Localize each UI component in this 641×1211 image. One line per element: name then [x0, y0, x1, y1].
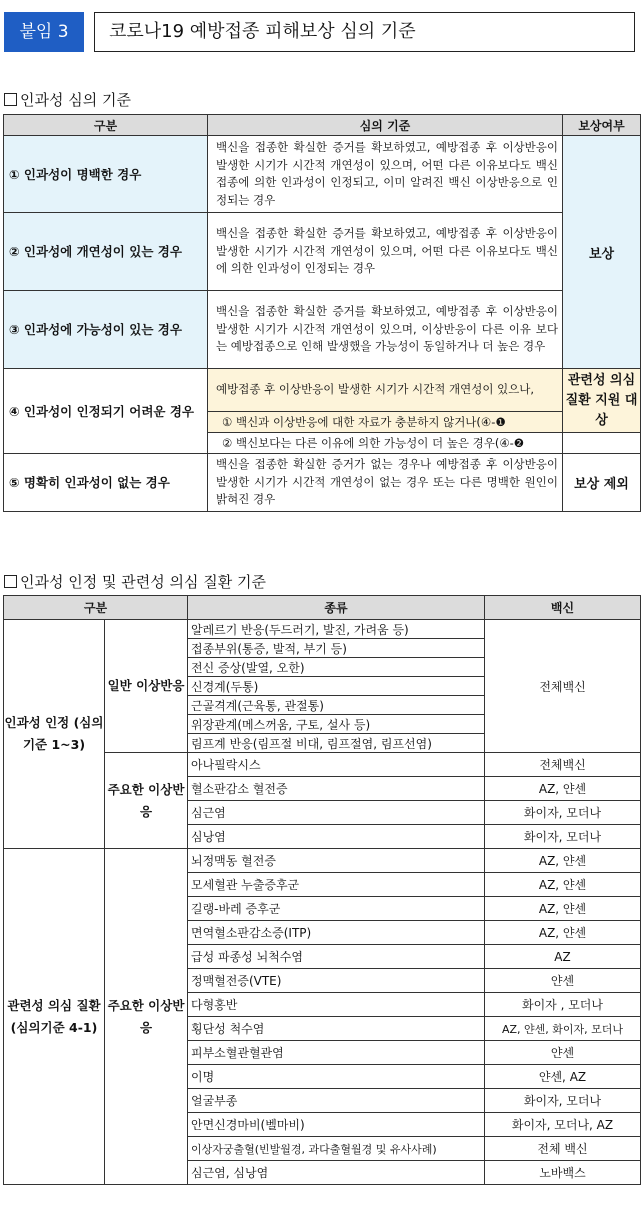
row-type: ① 인과성이 명백한 경우	[4, 136, 208, 213]
table-header-row	[4, 596, 641, 620]
table-row	[4, 369, 641, 412]
kind-cell: 근골격계(근육통, 관절통)	[188, 696, 485, 715]
row-criteria: 예방접종 후 이상반응이 발생한 시기가 시간적 개연성이 있으나,	[208, 369, 563, 412]
vaccine-cell: 전체 백신	[485, 1137, 641, 1161]
kind-cell: 알레르기 반응(두드러기, 발진, 가려움 등)	[188, 620, 485, 639]
vaccine-cell: AZ, 얀센	[485, 921, 641, 945]
row-criteria: 백신을 접종한 확실한 증거를 확보하였고, 예방접종 후 이상반응이 발생한 시기가 시간적 개연성이 있으며, 이상반응이 다른 이유 보다는 예방접종으로 인해 발생했을 가능성이 동일하거나 더 높은 경우	[208, 291, 563, 369]
table-row	[4, 136, 641, 213]
vaccine-cell: 얀센	[485, 969, 641, 993]
compensation-value: 보상	[563, 136, 641, 369]
table-row	[4, 454, 641, 512]
vaccine-cell: AZ	[485, 945, 641, 969]
causality-criteria-table	[3, 114, 641, 512]
header-compensation: 보상여부	[563, 115, 641, 136]
kind-cell: 전신 증상(발열, 오한)	[188, 658, 485, 677]
kind-cell: 위장관계(메스꺼움, 구토, 설사 등)	[188, 715, 485, 734]
kind-cell: 안면신경마비(벨마비)	[188, 1113, 485, 1137]
row-sub-criteria-1: ① 백신과 이상반응에 대한 자료가 충분하지 않거나(④-❶	[208, 412, 563, 433]
kind-cell: 심근염, 심낭염	[188, 1161, 485, 1185]
kind-cell: 뇌정맥동 혈전증	[188, 849, 485, 873]
section2-title-text: 인과성 인정 및 관련성 의심 질환 기준	[20, 573, 266, 591]
kind-cell: 길랭-바레 증후군	[188, 897, 485, 921]
section2-title	[4, 571, 266, 592]
checkbox-icon	[4, 93, 17, 106]
vaccine-cell: 화이자 , 모더나	[485, 993, 641, 1017]
vaccine-cell: AZ, 얀센	[485, 849, 641, 873]
vaccine-cell: 얀센	[485, 1041, 641, 1065]
header-kind: 종류	[188, 596, 485, 620]
table-header-row	[4, 115, 641, 136]
vaccine-cell: 화이자, 모더나	[485, 801, 641, 825]
vaccine-cell: 얀센, AZ	[485, 1065, 641, 1089]
vaccine-cell: 노바백스	[485, 1161, 641, 1185]
kind-cell: 접종부위(통증, 발적, 부기 등)	[188, 639, 485, 658]
header-criteria: 심의 기준	[208, 115, 563, 136]
kind-cell: 혈소판감소 혈전증	[188, 777, 485, 801]
table-row	[4, 849, 641, 873]
kind-cell: 정맥혈전증(VTE)	[188, 969, 485, 993]
vaccine-cell: AZ, 얀센	[485, 873, 641, 897]
document-title: 코로나19 예방접종 피해보상 심의 기준	[94, 12, 635, 52]
kind-cell: 심낭염	[188, 825, 485, 849]
vaccine-cell: AZ, 얀센, 화이자, 모더나	[485, 1017, 641, 1041]
row-type: ④ 인과성이 인정되기 어려운 경우	[4, 369, 208, 454]
kind-cell: 얼굴부종	[188, 1089, 485, 1113]
row-criteria: 백신을 접종한 확실한 증거를 확보하였고, 예방접종 후 이상반응이 발생한 시기가 시간적 개연성이 있으며, 어떤 다른 이유보다도 백신 접종에 의한 인과성이 인정되고, 이미 알려진 백신 이상반응으로 인정되는 경우	[208, 136, 563, 213]
empty-cell	[563, 433, 641, 454]
kind-cell: 횡단성 척수염	[188, 1017, 485, 1041]
compensation-value: 보상 제외	[563, 454, 641, 512]
kind-cell: 림프계 반응(림프절 비대, 림프절염, 림프선염)	[188, 734, 485, 753]
vaccine-cell: 화이자, 모더나	[485, 1089, 641, 1113]
kind-cell: 급성 파종성 뇌척수염	[188, 945, 485, 969]
row-type: ③ 인과성에 가능성이 있는 경우	[4, 291, 208, 369]
kind-cell: 이상자궁출혈(빈발월경, 과다출혈월경 및 유사사례)	[188, 1137, 485, 1161]
table-row	[4, 620, 641, 639]
kind-cell: 심근염	[188, 801, 485, 825]
vaccine-cell: 전체백신	[485, 620, 641, 753]
group-suspected: 관련성 의심 질환 (심의기준 4-1)	[4, 849, 105, 1185]
kind-cell: 이명	[188, 1065, 485, 1089]
vaccine-cell: 전체백신	[485, 753, 641, 777]
vaccine-cell: 화이자, 모더나	[485, 825, 641, 849]
subgroup-major: 주요한 이상반응	[105, 849, 188, 1185]
row-type: ② 인과성에 개연성이 있는 경우	[4, 213, 208, 291]
kind-cell: 면역혈소판감소증(ITP)	[188, 921, 485, 945]
kind-cell: 아나필락시스	[188, 753, 485, 777]
group-causality: 인과성 인정 (심의기준 1~3)	[4, 620, 105, 849]
kind-cell: 신경계(두통)	[188, 677, 485, 696]
row-criteria: 백신을 접종한 확실한 증거를 확보하였고, 예방접종 후 이상반응이 발생한 시기가 시간적 개연성이 있으며, 어떤 다른 이유보다도 백신에 의한 인과성이 인정되는 경우	[208, 213, 563, 291]
disease-criteria-table	[3, 595, 641, 1185]
subgroup-major: 주요한 이상반응	[105, 753, 188, 849]
header-vaccine: 백신	[485, 596, 641, 620]
header-category: 구분	[4, 115, 208, 136]
attachment-badge: 붙임 3	[4, 12, 84, 52]
section1-title	[4, 89, 131, 110]
kind-cell: 다형홍반	[188, 993, 485, 1017]
kind-cell: 모세혈관 누출증후군	[188, 873, 485, 897]
row-type: ⑤ 명확히 인과성이 없는 경우	[4, 454, 208, 512]
row-sub-criteria-2: ② 백신보다는 다른 이유에 의한 가능성이 더 높은 경우(④-❷	[208, 433, 563, 454]
subgroup-general: 일반 이상반응	[105, 620, 188, 753]
vaccine-cell: AZ, 얀센	[485, 777, 641, 801]
table-row	[4, 213, 641, 291]
checkbox-icon	[4, 575, 17, 588]
row-criteria: 백신을 접종한 확실한 증거가 없는 경우나 예방접종 후 이상반응이 발생한 시기가 시간적 개연성이 없는 경우 또는 다른 명백한 원인이 밝혀진 경우	[208, 454, 563, 512]
document-header	[4, 12, 635, 52]
kind-cell: 피부소혈관혈관염	[188, 1041, 485, 1065]
header-category: 구분	[4, 596, 188, 620]
compensation-value: 관련성 의심 질환 지원 대상	[563, 369, 641, 433]
vaccine-cell: AZ, 얀센	[485, 897, 641, 921]
vaccine-cell: 화이자, 모더나, AZ	[485, 1113, 641, 1137]
section1-title-text: 인과성 심의 기준	[20, 91, 131, 109]
table-row	[4, 291, 641, 369]
